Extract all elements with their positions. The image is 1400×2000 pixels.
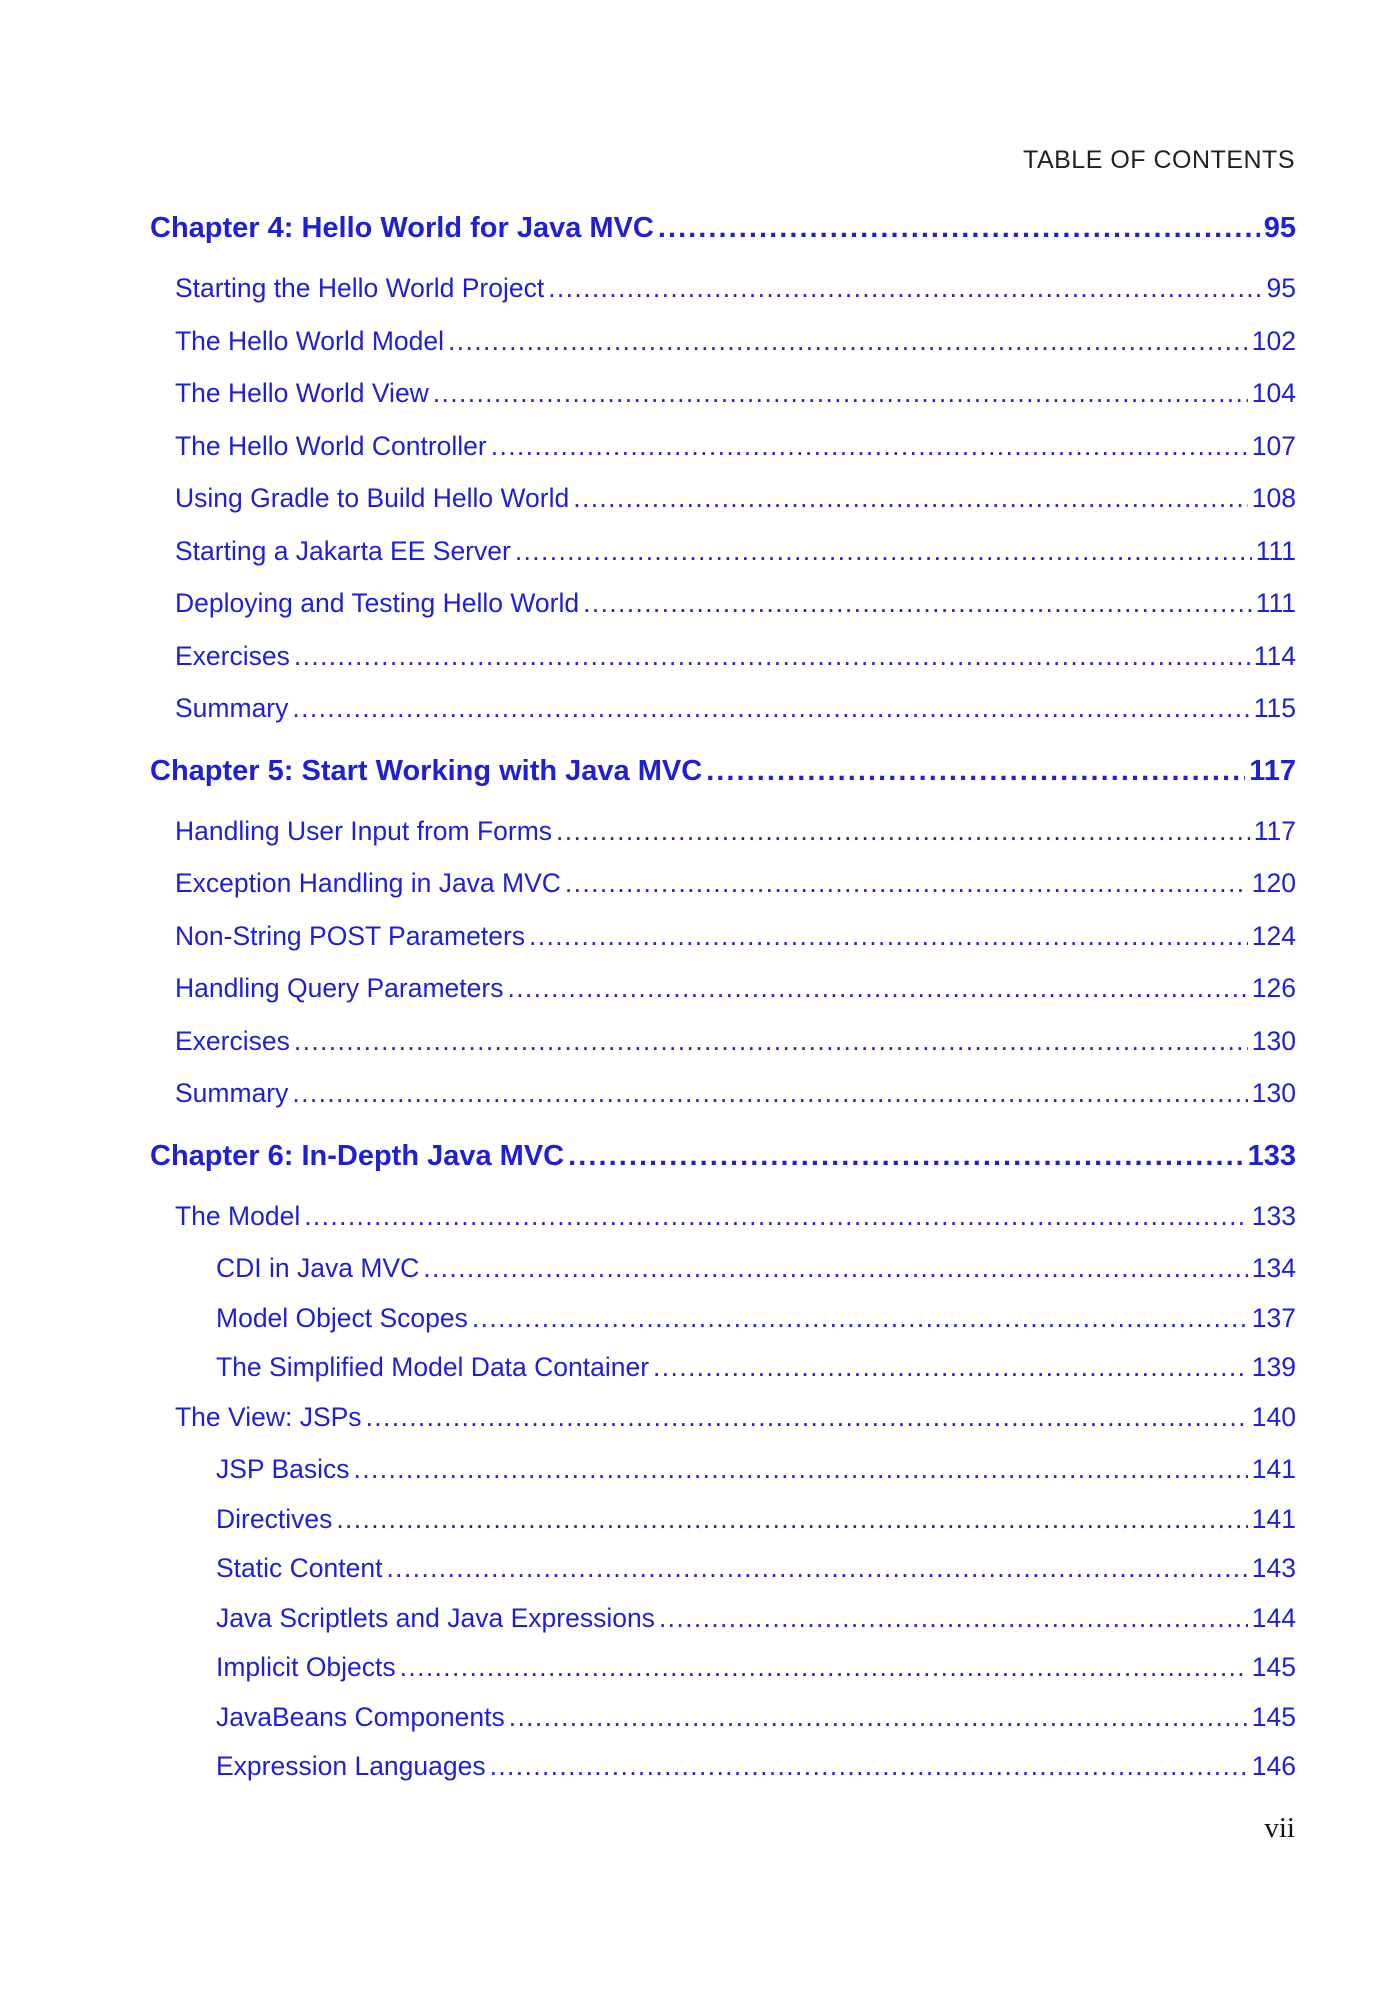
toc-section-entry[interactable] <box>150 1075 1296 1128</box>
dot-leader <box>294 1023 1248 1059</box>
toc-entry-page: 146 <box>1251 1751 1296 1781</box>
toc-section-entry[interactable] <box>150 865 1296 918</box>
toc-entry-title: Summary <box>175 1078 289 1108</box>
dot-leader <box>491 428 1248 464</box>
toc-section-entry[interactable] <box>150 1198 1296 1251</box>
dot-leader <box>653 1349 1248 1385</box>
dot-leader <box>529 918 1248 954</box>
dot-leader <box>292 1075 1247 1111</box>
toc-entry-title: The Hello World Model <box>175 325 445 356</box>
toc-subsection-entry[interactable] <box>150 1300 1296 1350</box>
dot-leader <box>658 208 1260 248</box>
toc-entry-page: 130 <box>1251 1078 1296 1108</box>
toc-subsection-entry[interactable] <box>150 1699 1296 1749</box>
dot-leader <box>336 1501 1247 1537</box>
toc-entry-page: 133 <box>1247 1139 1296 1172</box>
toc-entry-page: 102 <box>1251 325 1296 356</box>
dot-leader <box>433 375 1248 411</box>
toc-section-entry[interactable] <box>150 918 1296 971</box>
toc-subsection-entry[interactable] <box>150 1250 1296 1300</box>
table-of-contents <box>150 208 1296 1798</box>
dot-leader <box>304 1198 1248 1234</box>
toc-entry-page: 143 <box>1251 1553 1296 1583</box>
toc-section-entry[interactable] <box>150 970 1296 1023</box>
toc-entry-page: 111 <box>1255 535 1296 566</box>
toc-subsection-entry[interactable] <box>150 1748 1296 1798</box>
toc-subsection-entry[interactable] <box>150 1451 1296 1501</box>
toc-entry-title: JavaBeans Components <box>216 1701 505 1732</box>
toc-entry-title: The View: JSPs <box>175 1401 362 1432</box>
toc-entry-title: The Hello World Controller <box>175 430 487 461</box>
toc-entry-page: 140 <box>1251 1401 1296 1432</box>
toc-entry-page: 137 <box>1251 1302 1296 1333</box>
toc-entry-page: 130 <box>1251 1025 1296 1056</box>
toc-entry-page: 115 <box>1253 693 1296 723</box>
toc-section-entry[interactable] <box>150 1399 1296 1452</box>
toc-entry-page: 139 <box>1251 1352 1296 1382</box>
toc-entry-page: 141 <box>1251 1454 1296 1484</box>
toc-chapter-entry[interactable] <box>150 1136 1296 1198</box>
toc-subsection-entry[interactable] <box>150 1649 1296 1699</box>
toc-entry-title: Chapter 5: Start Working with Java MVC <box>150 754 703 787</box>
dot-leader <box>515 533 1252 569</box>
toc-entry-title: Handling User Input from Forms <box>175 815 553 846</box>
toc-entry-title: Directives <box>216 1503 333 1534</box>
dot-leader <box>386 1550 1247 1586</box>
dot-leader <box>573 480 1248 516</box>
toc-entry-page: 145 <box>1251 1652 1296 1682</box>
toc-entry-title: The Simplified Model Data Container <box>216 1352 650 1382</box>
toc-entry-page: 145 <box>1251 1701 1296 1732</box>
toc-section-entry[interactable] <box>150 270 1296 323</box>
toc-entry-page: 144 <box>1251 1602 1296 1633</box>
toc-section-entry[interactable] <box>150 813 1296 866</box>
toc-entry-title: Model Object Scopes <box>216 1302 468 1333</box>
toc-entry-title: Starting the Hello World Project <box>175 273 545 303</box>
toc-subsection-entry[interactable] <box>150 1501 1296 1551</box>
toc-entry-title: Using Gradle to Build Hello World <box>175 483 570 513</box>
toc-entry-title: Starting a Jakarta EE Server <box>175 535 511 566</box>
toc-entry-title: Summary <box>175 693 289 723</box>
toc-subsection-entry[interactable] <box>150 1600 1296 1650</box>
dot-leader <box>490 1748 1248 1784</box>
toc-entry-page: 124 <box>1251 920 1296 951</box>
toc-entry-page: 141 <box>1251 1503 1296 1534</box>
dot-leader <box>423 1250 1248 1286</box>
dot-leader <box>354 1451 1248 1487</box>
toc-entry-title: Expression Languages <box>216 1751 486 1781</box>
dot-leader <box>659 1600 1248 1636</box>
dot-leader <box>568 1136 1243 1176</box>
toc-entry-title: Exception Handling in Java MVC <box>175 868 561 898</box>
toc-section-entry[interactable] <box>150 323 1296 376</box>
toc-entry-title: Chapter 4: Hello World for Java MVC <box>150 212 654 244</box>
toc-entry-page: 133 <box>1251 1200 1296 1231</box>
toc-section-entry[interactable] <box>150 375 1296 428</box>
toc-entry-title: Non-String POST Parameters <box>175 920 526 951</box>
toc-entry-title: Static Content <box>216 1553 383 1583</box>
toc-entry-title: Deploying and Testing Hello World <box>175 588 580 618</box>
toc-entry-title: JSP Basics <box>216 1454 350 1484</box>
dot-leader <box>507 970 1247 1006</box>
toc-entry-page: 95 <box>1263 212 1296 244</box>
dot-leader <box>706 751 1245 791</box>
toc-entry-page: 95 <box>1266 273 1296 303</box>
dot-leader <box>509 1699 1248 1735</box>
toc-entry-title: Java Scriptlets and Java Expressions <box>216 1602 655 1633</box>
toc-section-entry[interactable] <box>150 428 1296 481</box>
toc-entry-page: 107 <box>1251 430 1296 461</box>
toc-section-entry[interactable] <box>150 480 1296 533</box>
dot-leader <box>448 323 1248 359</box>
toc-chapter-entry[interactable] <box>150 208 1296 270</box>
toc-entry-title: Chapter 6: In-Depth Java MVC <box>150 1139 565 1172</box>
toc-entry-page: 104 <box>1251 378 1296 408</box>
toc-section-entry[interactable] <box>150 690 1296 743</box>
toc-chapter-entry[interactable] <box>150 751 1296 813</box>
dot-leader <box>400 1649 1248 1685</box>
toc-entry-page: 126 <box>1251 973 1296 1003</box>
dot-leader <box>292 690 1249 726</box>
toc-section-entry[interactable] <box>150 1023 1296 1076</box>
toc-entry-title: Exercises <box>175 640 290 671</box>
page-number: vii <box>1264 1812 1295 1844</box>
toc-section-entry[interactable] <box>150 533 1296 586</box>
toc-entry-page: 108 <box>1251 483 1296 513</box>
toc-entry-title: Handling Query Parameters <box>175 973 504 1003</box>
toc-entry-title: The Model <box>175 1200 301 1231</box>
toc-section-entry[interactable] <box>150 638 1296 691</box>
dot-leader <box>366 1399 1248 1435</box>
running-header: TABLE OF CONTENTS <box>1023 146 1295 174</box>
toc-entry-page: 111 <box>1255 588 1296 618</box>
toc-entry-page: 114 <box>1253 640 1296 671</box>
toc-subsection-entry[interactable] <box>150 1550 1296 1600</box>
toc-subsection-entry[interactable] <box>150 1349 1296 1399</box>
toc-entry-page: 120 <box>1251 868 1296 898</box>
toc-entry-title: CDI in Java MVC <box>216 1253 420 1283</box>
toc-entry-page: 134 <box>1251 1253 1296 1283</box>
toc-entry-page: 117 <box>1249 754 1296 787</box>
toc-entry-page: 117 <box>1253 815 1296 846</box>
toc-entry-title: Exercises <box>175 1025 290 1056</box>
dot-leader <box>548 270 1262 306</box>
toc-entry-title: The Hello World View <box>175 378 429 408</box>
toc-section-entry[interactable] <box>150 585 1296 638</box>
dot-leader <box>565 865 1248 901</box>
toc-entry-title: Implicit Objects <box>216 1652 396 1682</box>
dot-leader <box>294 638 1250 674</box>
dot-leader <box>556 813 1250 849</box>
dot-leader <box>583 585 1252 621</box>
dot-leader <box>472 1300 1248 1336</box>
